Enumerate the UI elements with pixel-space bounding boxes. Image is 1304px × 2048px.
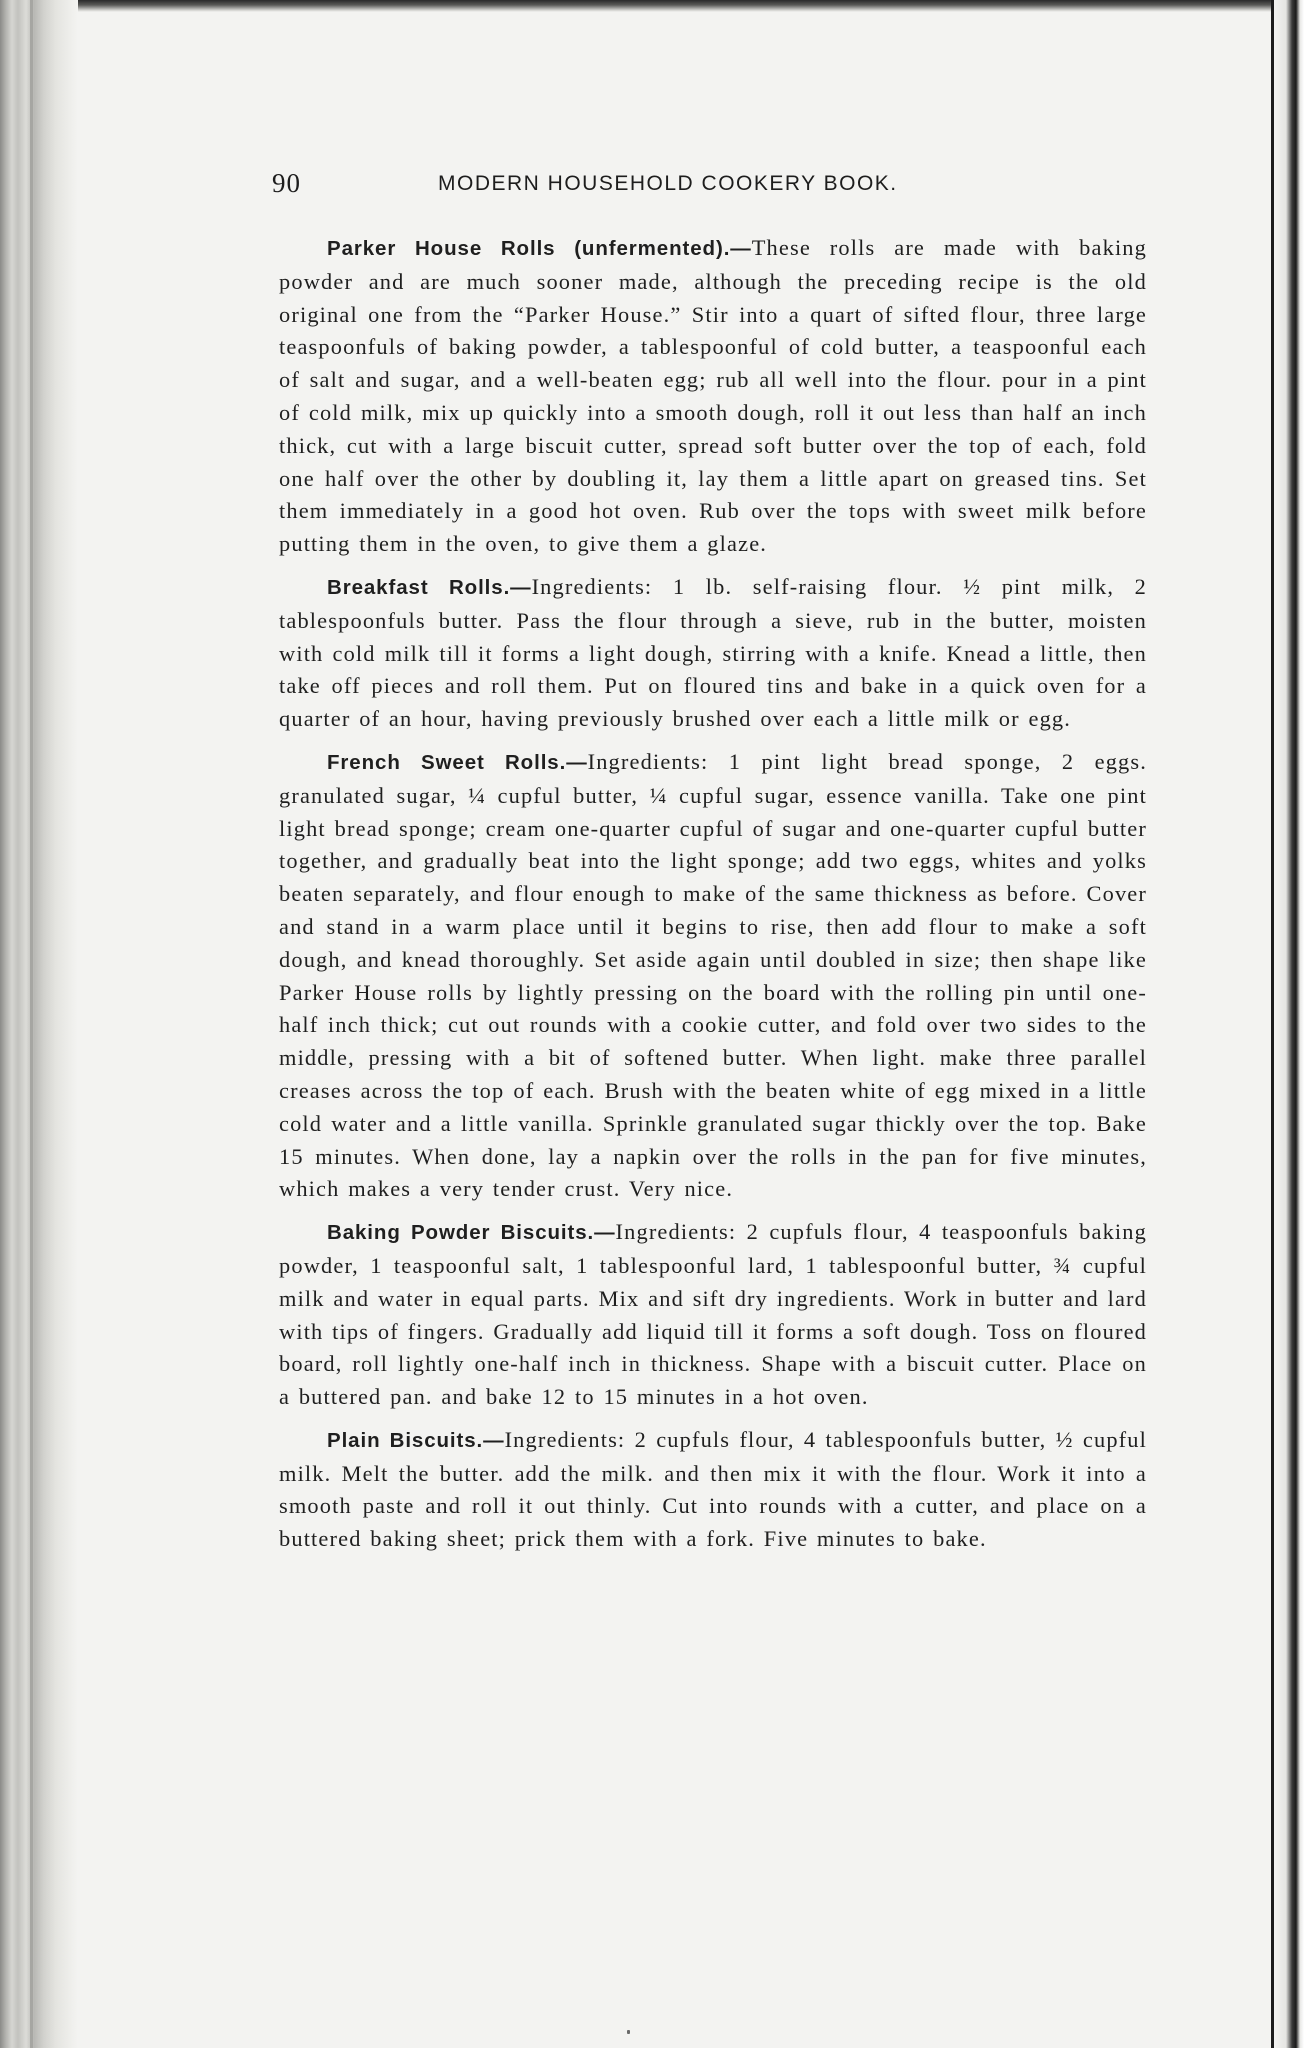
recipe-text-block (279, 232, 1147, 1566)
book-title: MODERN HOUSEHOLD COOKERY BOOK. (438, 172, 898, 195)
running-head (272, 168, 986, 204)
recipe-body: Ingredients: 1 lb. self-raising flour. ½ pint milk, 2 tablespoonfuls butter. Pass the flour through a sieve, rub in the butter, moisten with cold milk till it forms a light dough, stirring with a knife. Knead a little, then take off pieces and roll them. Put on floured tins and bake in a quick oven for a quarter of an hour, having previously brushed over each a little milk or egg. (279, 573, 1147, 732)
recipe-title: Baking Powder Biscuits.— (327, 1221, 616, 1245)
page-number: 90 (272, 168, 301, 198)
print-speck (627, 2030, 630, 2034)
recipe-title: Plain Biscuits.— (327, 1428, 505, 1452)
recipe-plain-biscuits (279, 1424, 1147, 1556)
recipe-body: Ingredients: 2 cupfuls flour, 4 tablespoonfuls butter, ½ cupful milk. Melt the butter. add the milk. and then mix it with the flour. Work it into a smooth paste and roll it out thinly. Cut into rounds with a cutter, and place on a buttered baking sheet; prick them with a fork. Five minutes to bake. (279, 1426, 1147, 1552)
page-right-border (1271, 0, 1274, 2048)
page-right-edge (1274, 0, 1304, 2048)
recipe-parker-house-rolls (279, 232, 1147, 561)
recipe-baking-powder-biscuits (279, 1216, 1147, 1414)
book-binding-shadow (0, 0, 78, 2048)
page-top-edge (0, 0, 1304, 12)
recipe-body: Ingredients: 2 cupfuls flour, 4 teaspoonfuls baking powder, 1 teaspoonful salt, 1 tablespoonful lard, 1 tablespoonful butter, ¾ cupful milk and water in equal parts. Mix and sift dry ingredients. Work in butter and lard with tips of fingers. Gradually add liquid till it forms a soft dough. Toss on floured board, roll lightly one-half inch in thickness. Shape with a biscuit cutter. Place on a buttered pan. and bake 12 to 15 minutes in a hot oven. (279, 1219, 1147, 1410)
recipe-title: Breakfast Rolls.— (327, 575, 532, 599)
recipe-breakfast-rolls (279, 571, 1147, 736)
recipe-title: French Sweet Rolls.— (327, 750, 588, 774)
recipe-body: These rolls are made with baking powder and are much sooner made, although the preceding recipe is the old original one from the “Parker House.” Stir into a quart of sifted flour, three large teaspoonfuls of baking powder, a tablespoonful of cold butter, a teaspoonful each of salt and sugar, and a well-beaten egg; rub all well into the flour. pour in a pint of cold milk, mix up quickly into a smooth dough, roll it out less than half an inch thick, cut with a large biscuit cutter, spread soft butter over the top of each, fold one half over the other by doubling it, lay them a little apart on greased tins. Set them immediately in a good hot oven. Rub over the tops with sweet milk before putting them in the oven, to give them a glaze. (279, 235, 1148, 557)
recipe-body: Ingredients: 1 pint light bread sponge, 2 eggs. granulated sugar, ¼ cupful butter, ¼ cupful sugar, essence vanilla. Take one pint light bread sponge; cream one-quarter cupful of sugar and one-quarter cupful butter together, and gradually beat into the light sponge; add two eggs, whites and yolks beaten separately, and flour enough to make of the same thickness as before. Cover and stand in a warm place until it begins to rise, then add flour to make a soft dough, and knead thoroughly. Set aside again until doubled in size; then shape like Parker House rolls by lightly pressing on the board with the rolling pin until one-half inch thick; cut out rounds with a cookie cutter, and fold over two sides to the middle, pressing with a bit of softened butter. When light. make three parallel creases across the top of each. Brush with the beaten white of egg mixed in a little cold water and a little vanilla. Sprinkle granulated sugar thickly over the top. Bake 15 minutes. When done, lay a napkin over the rolls in the pan for five minutes, which makes a very tender crust. Very nice. (279, 748, 1147, 1202)
binding-line (30, 0, 33, 2048)
recipe-title: Parker House Rolls (unfermented).— (327, 237, 752, 260)
recipe-french-sweet-rolls (279, 746, 1147, 1206)
